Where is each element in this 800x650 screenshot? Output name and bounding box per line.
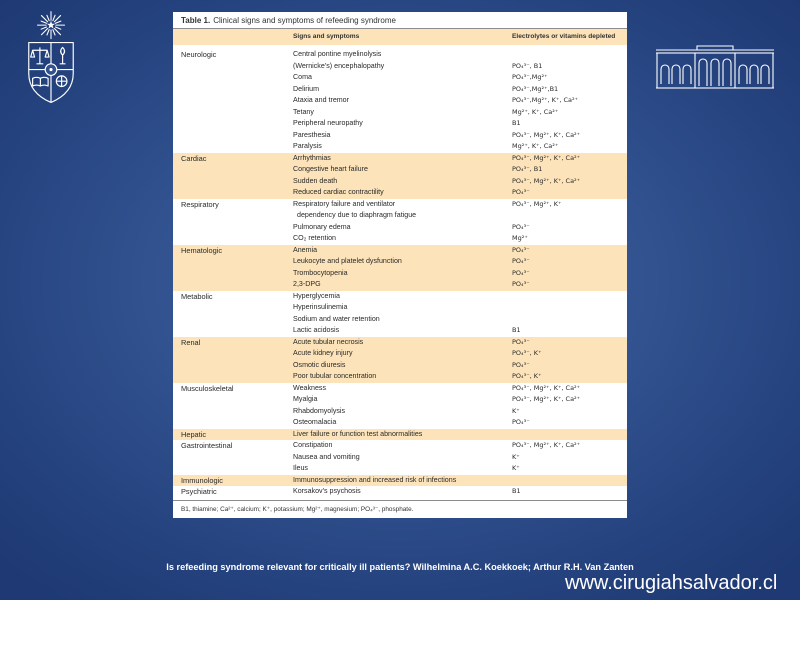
table-group-cardiac bbox=[173, 153, 627, 199]
sign-text: Paresthesia bbox=[293, 130, 331, 139]
sign-text: Pulmonary edema bbox=[293, 222, 351, 231]
category-cell-empty bbox=[181, 360, 293, 372]
table-row bbox=[173, 314, 627, 326]
table-row bbox=[173, 302, 627, 314]
sign-cell bbox=[293, 268, 512, 280]
category-cell-empty bbox=[181, 176, 293, 188]
book-icon bbox=[33, 77, 48, 86]
sign-text: Liver failure or function test abnormalities bbox=[293, 429, 423, 438]
sign-cell bbox=[293, 61, 512, 73]
table-row bbox=[173, 383, 627, 395]
sign-text: Paralysis bbox=[293, 142, 322, 150]
category-cell-empty bbox=[181, 61, 293, 73]
sign-cell bbox=[293, 417, 512, 429]
sign-cell bbox=[293, 406, 512, 418]
sign-text: Acute tubular necrosis bbox=[293, 337, 364, 346]
table-row bbox=[173, 84, 627, 96]
sign-text: Rhabdomyolysis bbox=[293, 406, 346, 415]
category-cell-empty bbox=[181, 314, 293, 326]
category-cell: Cardiac bbox=[181, 153, 207, 163]
sign-text: Ataxia and tremor bbox=[293, 96, 349, 104]
table-row bbox=[173, 72, 627, 84]
category-cell-empty bbox=[181, 256, 293, 268]
table-row bbox=[173, 95, 627, 107]
sign-cell bbox=[293, 233, 512, 245]
table-row bbox=[173, 291, 627, 303]
depleted-cell: PO₄³⁻, Mg²⁺, K⁺, Ca²⁺ bbox=[512, 441, 581, 449]
depleted-cell: PO₄³⁻, K⁺ bbox=[512, 349, 542, 357]
category-cell-empty bbox=[181, 187, 293, 199]
table-figure bbox=[173, 12, 627, 518]
sign-text: Weakness bbox=[293, 383, 326, 392]
category-cell-empty bbox=[181, 84, 293, 96]
depleted-cell: PO₄³⁻ bbox=[512, 337, 530, 346]
depleted-cell: PO₄³⁻,Mg²⁺ bbox=[512, 73, 548, 81]
sign-text: Sodium and water retention bbox=[293, 314, 380, 323]
table-title bbox=[181, 15, 396, 26]
sign-cell bbox=[293, 256, 512, 268]
sign-text: Central pontine myelinolysis bbox=[293, 50, 382, 58]
footnote-rule bbox=[173, 500, 627, 501]
depleted-cell: Mg²⁺ bbox=[512, 234, 528, 242]
sign-cell bbox=[293, 141, 512, 153]
table-group-metabolic bbox=[173, 291, 627, 337]
table-group-neurologic bbox=[173, 49, 627, 153]
category-cell-empty bbox=[181, 107, 293, 119]
depleted-cell: PO₄³⁻, Mg²⁺, K⁺, Ca²⁺ bbox=[512, 176, 581, 185]
table-row bbox=[173, 245, 627, 257]
sign-cell bbox=[293, 199, 512, 222]
depleted-cell: PO₄³⁻, Mg²⁺, K⁺ bbox=[512, 199, 562, 208]
depleted-cell: PO₄³⁻ bbox=[512, 245, 530, 254]
sign-text: Nausea and vomiting bbox=[293, 452, 360, 461]
table-row bbox=[173, 176, 627, 188]
sign-text: Congestive heart failure bbox=[293, 165, 368, 173]
sign-cell bbox=[293, 72, 512, 84]
sign-text: Constipation bbox=[293, 441, 333, 449]
depleted-cell: K⁺ bbox=[512, 464, 520, 472]
sign-cell bbox=[293, 245, 512, 257]
category-cell-empty bbox=[181, 164, 293, 176]
category-cell-empty bbox=[181, 279, 293, 291]
table-row bbox=[173, 406, 627, 418]
citation-line-2: Clinical Nutrition and Metabolic Care. 21(2):130–137, MAR 2018 bbox=[261, 607, 539, 617]
table-row bbox=[173, 279, 627, 291]
table-row bbox=[173, 440, 627, 452]
category-cell-empty bbox=[181, 348, 293, 360]
table-row bbox=[173, 141, 627, 153]
table-group-musculoskeletal bbox=[173, 383, 627, 429]
depleted-cell: B1 bbox=[512, 326, 521, 334]
sign-text: Ileus bbox=[293, 464, 308, 472]
sign-text: Delirium bbox=[293, 84, 320, 93]
table-footnote: B1, thiamine; Ca²⁺, calcium; K⁺, potassium; Mg²⁺, magnesium; PO₄³⁻, phosphate. bbox=[181, 506, 414, 513]
category-cell-empty bbox=[181, 394, 293, 406]
header-depleted: Electrolytes or vitamins depleted bbox=[512, 33, 616, 40]
star-icon bbox=[47, 21, 55, 29]
table-row bbox=[173, 360, 627, 372]
table-number: Table 1. bbox=[181, 16, 211, 25]
table-row bbox=[173, 429, 627, 441]
table-group-renal bbox=[173, 337, 627, 383]
table-row bbox=[173, 222, 627, 234]
sign-text: Osmotic diuresis bbox=[293, 360, 346, 369]
sign-cell bbox=[293, 429, 512, 441]
depleted-cell: B1 bbox=[512, 487, 521, 495]
category-cell: Respiratory bbox=[181, 199, 219, 209]
table-row bbox=[173, 107, 627, 119]
table-header bbox=[173, 29, 627, 45]
table-caption: Clinical signs and symptoms of refeeding syndrome bbox=[213, 16, 396, 25]
sign-text: (Wernicke’s) encephalopathy bbox=[293, 61, 385, 70]
depleted-cell: K⁺ bbox=[512, 406, 520, 415]
table-row bbox=[173, 452, 627, 464]
sign-text: Hyperinsulinemia bbox=[293, 303, 348, 311]
sign-cell bbox=[293, 337, 512, 349]
table-row bbox=[173, 233, 627, 245]
depleted-cell: PO₄³⁻, Mg²⁺, K⁺, Ca²⁺ bbox=[512, 130, 581, 139]
sign-text: Reduced cardiac contractility bbox=[293, 188, 384, 196]
category-cell: Gastrointestinal bbox=[181, 441, 233, 450]
category-cell-empty bbox=[181, 406, 293, 418]
torch-icon bbox=[60, 47, 66, 63]
depleted-cell: PO₄³⁻, B1 bbox=[512, 165, 543, 173]
depleted-cell: PO₄³⁻ bbox=[512, 222, 530, 231]
building-facade-logo bbox=[655, 44, 775, 90]
sign-cell bbox=[293, 84, 512, 96]
category-cell: Immunologic bbox=[181, 475, 223, 485]
university-crest-logo bbox=[22, 8, 80, 108]
sign-text: Hyperglycemia bbox=[293, 291, 340, 300]
category-cell-empty bbox=[181, 95, 293, 107]
sign-text: Poor tubular concentration bbox=[293, 372, 377, 380]
sign-text: Anemia bbox=[293, 245, 318, 254]
depleted-cell: K⁺ bbox=[512, 452, 520, 461]
category-cell-empty bbox=[181, 371, 293, 383]
table-group-gastrointestinal bbox=[173, 440, 627, 475]
table-row bbox=[173, 268, 627, 280]
category-cell-empty bbox=[181, 325, 293, 337]
sign-cell bbox=[293, 164, 512, 176]
table-row bbox=[173, 348, 627, 360]
sign-cell bbox=[293, 187, 512, 199]
category-cell-empty bbox=[181, 233, 293, 245]
sign-cell bbox=[293, 291, 512, 303]
depleted-cell: Mg²⁺, K⁺, Ca²⁺ bbox=[512, 107, 559, 116]
sign-cell bbox=[293, 107, 512, 119]
sign-text: Lactic acidosis bbox=[293, 326, 340, 334]
sign-cell bbox=[293, 383, 512, 395]
depleted-cell: PO₄³⁻ bbox=[512, 280, 530, 288]
category-cell: Hematologic bbox=[181, 245, 223, 255]
category-cell-empty bbox=[181, 118, 293, 130]
category-cell: Neurologic bbox=[181, 50, 217, 59]
sign-cell bbox=[293, 302, 512, 314]
sign-text-continued: dependency due to diaphragm fatigue bbox=[297, 211, 417, 219]
depleted-cell: PO₄³⁻, Mg²⁺, K⁺, Ca²⁺ bbox=[512, 395, 581, 403]
table-row bbox=[173, 187, 627, 199]
table-row bbox=[173, 325, 627, 337]
depleted-cell: PO₄³⁻ bbox=[512, 418, 530, 426]
table-row bbox=[173, 61, 627, 73]
sign-text: Korsakov’s psychosis bbox=[293, 487, 361, 495]
sign-cell bbox=[293, 440, 512, 452]
depleted-cell: PO₄³⁻,Mg²⁺, K⁺, Ca²⁺ bbox=[512, 96, 579, 104]
citation-line-1: Is refeeding syndrome relevant for critically ill patients? Wilhelmina A.C. Koekkoek; Arthur R.H. Van Zanten bbox=[166, 562, 634, 572]
depleted-cell: B1 bbox=[512, 119, 521, 127]
sign-text: Trombocytopenia bbox=[293, 268, 348, 277]
table-row bbox=[173, 153, 627, 165]
table-body bbox=[173, 49, 627, 498]
sign-text: Peripheral neuropathy bbox=[293, 119, 363, 127]
sign-cell bbox=[293, 348, 512, 360]
shield-icon bbox=[29, 43, 73, 103]
sign-cell bbox=[293, 394, 512, 406]
table-row bbox=[173, 130, 627, 142]
sign-cell bbox=[293, 130, 512, 142]
sign-cell bbox=[293, 463, 512, 475]
depleted-cell: Mg²⁺, K⁺, Ca²⁺ bbox=[512, 142, 559, 150]
category-cell: Musculoskeletal bbox=[181, 383, 234, 393]
category-cell-empty bbox=[181, 452, 293, 464]
sign-cell bbox=[293, 118, 512, 130]
category-cell-empty bbox=[181, 302, 293, 314]
sign-text: Leukocyte and platelet dysfunction bbox=[293, 257, 402, 265]
depleted-cell: PO₄³⁻ bbox=[512, 360, 530, 369]
sign-text: CO₂ retention bbox=[293, 234, 336, 242]
table-group-respiratory bbox=[173, 199, 627, 245]
scales-icon bbox=[31, 47, 49, 63]
sign-cell bbox=[293, 95, 512, 107]
header-signs: Signs and symptoms bbox=[293, 33, 360, 40]
sign-text: Immunosuppression and increased risk of infections bbox=[293, 475, 457, 484]
table-row bbox=[173, 199, 627, 222]
table-row bbox=[173, 475, 627, 487]
table-row bbox=[173, 417, 627, 429]
depleted-cell: PO₄³⁻, B1 bbox=[512, 61, 543, 70]
depleted-cell: PO₄³⁻ bbox=[512, 257, 530, 265]
depleted-cell: PO₄³⁻, Mg²⁺, K⁺, Ca²⁺ bbox=[512, 153, 581, 162]
depleted-cell: PO₄³⁻,Mg²⁺,B1 bbox=[512, 84, 559, 93]
sign-cell bbox=[293, 475, 512, 487]
sign-cell bbox=[293, 452, 512, 464]
table-row bbox=[173, 164, 627, 176]
sign-cell bbox=[293, 176, 512, 188]
table-group-hematologic bbox=[173, 245, 627, 291]
table-row bbox=[173, 337, 627, 349]
depleted-cell: PO₄³⁻, K⁺ bbox=[512, 372, 542, 380]
sign-text: Sudden death bbox=[293, 176, 338, 185]
sign-text: Tetany bbox=[293, 107, 314, 116]
website-url: www.cirugiahsalvador.cl bbox=[565, 572, 778, 594]
category-cell-empty bbox=[181, 268, 293, 280]
table-group-psychiatric bbox=[173, 486, 627, 498]
table-group-immunologic bbox=[173, 475, 627, 487]
depleted-cell: PO₄³⁻, Mg²⁺, K⁺, Ca²⁺ bbox=[512, 383, 581, 392]
table-row bbox=[173, 486, 627, 498]
depleted-cell: PO₄³⁻ bbox=[512, 188, 530, 196]
category-cell: Hepatic bbox=[181, 429, 207, 439]
table-row bbox=[173, 394, 627, 406]
sign-cell bbox=[293, 222, 512, 234]
table-row bbox=[173, 256, 627, 268]
sign-cell bbox=[293, 49, 512, 61]
sign-cell bbox=[293, 371, 512, 383]
sign-cell bbox=[293, 360, 512, 372]
category-cell-empty bbox=[181, 222, 293, 234]
sign-text: Coma bbox=[293, 73, 312, 81]
sign-cell bbox=[293, 325, 512, 337]
table-group-hepatic bbox=[173, 429, 627, 441]
sign-text: Arrhythmias bbox=[293, 153, 331, 162]
table-row bbox=[173, 118, 627, 130]
category-cell-empty bbox=[181, 130, 293, 142]
depleted-cell: PO₄³⁻ bbox=[512, 268, 530, 277]
category-cell-empty bbox=[181, 463, 293, 475]
category-cell-empty bbox=[181, 141, 293, 153]
table-row bbox=[173, 463, 627, 475]
category-cell: Metabolic bbox=[181, 291, 213, 301]
sign-text: Respiratory failure and ventilator bbox=[293, 199, 396, 208]
sign-text: 2,3-DPG bbox=[293, 280, 321, 288]
sign-text: Acute kidney injury bbox=[293, 349, 353, 357]
sign-cell bbox=[293, 314, 512, 326]
sign-text: Osteomalacia bbox=[293, 418, 337, 426]
sign-cell bbox=[293, 153, 512, 165]
category-cell: Psychiatric bbox=[181, 487, 217, 496]
sign-cell bbox=[293, 279, 512, 291]
sign-text: Myalgia bbox=[293, 395, 318, 403]
table-row bbox=[173, 49, 627, 61]
category-cell: Renal bbox=[181, 337, 201, 347]
category-cell-empty bbox=[181, 72, 293, 84]
category-cell-empty bbox=[181, 417, 293, 429]
table-row bbox=[173, 371, 627, 383]
sign-cell bbox=[293, 486, 512, 498]
